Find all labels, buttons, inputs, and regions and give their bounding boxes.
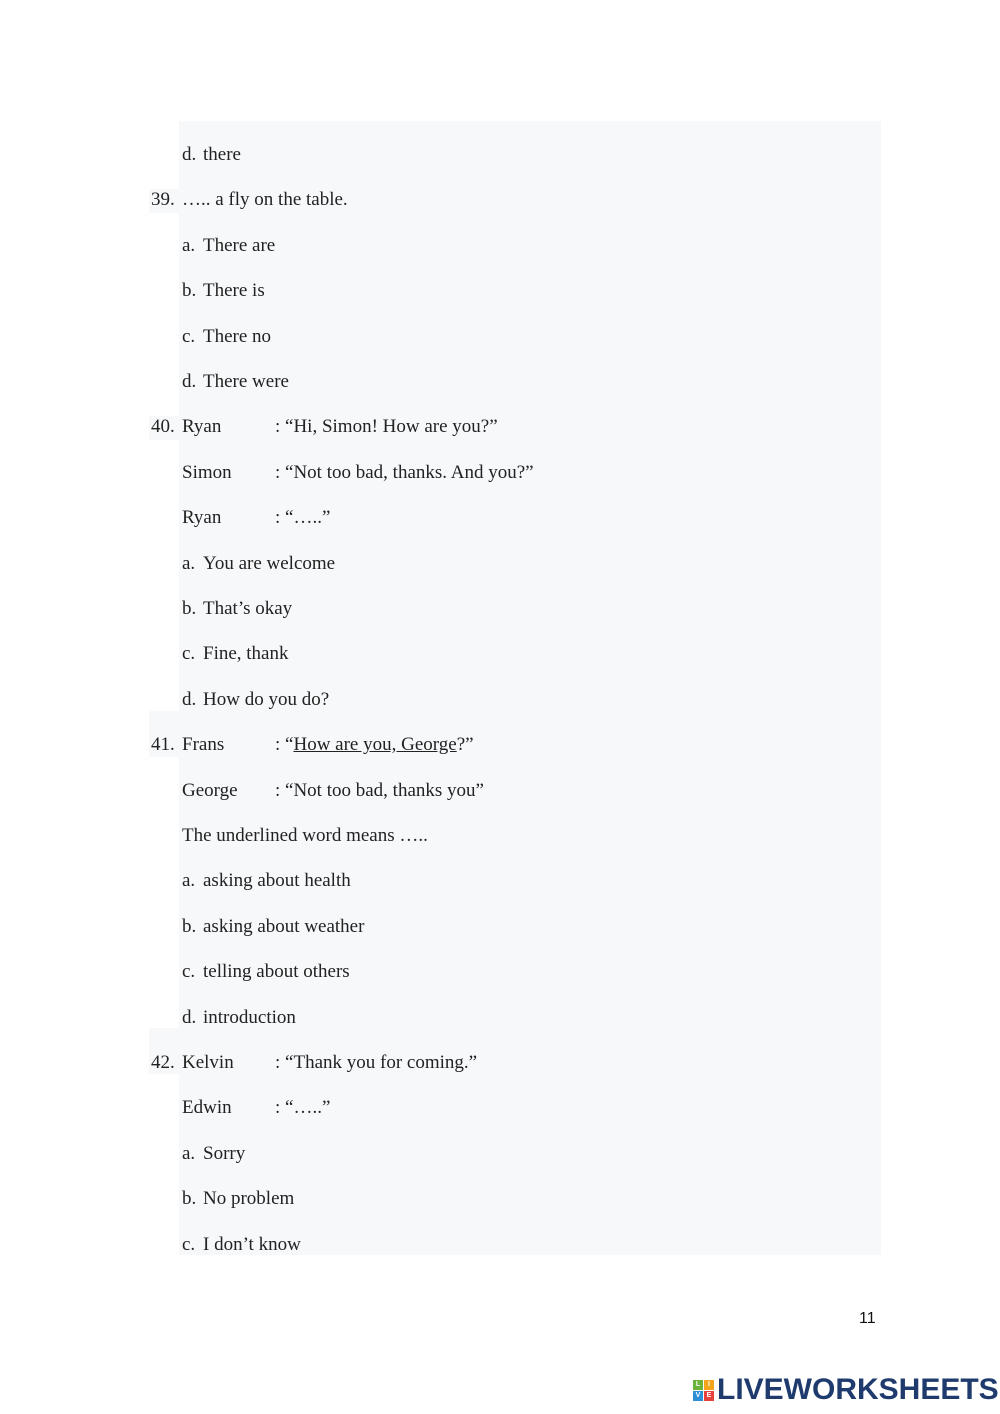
option-letter: a. bbox=[182, 235, 196, 256]
option-text: There no bbox=[203, 326, 272, 347]
option-letter: b. bbox=[182, 598, 197, 619]
dialogue-speaker: Frans bbox=[182, 734, 225, 755]
option-letter: d. bbox=[182, 689, 197, 710]
option-text: How do you do? bbox=[203, 689, 330, 710]
liveworksheets-logo bbox=[693, 1372, 999, 1408]
question-text: The underlined word means ….. bbox=[182, 825, 428, 846]
dialogue-line: : “…..” bbox=[275, 1097, 331, 1118]
dialogue-line: : “…..” bbox=[275, 507, 331, 528]
logo-squares-icon bbox=[693, 1380, 714, 1401]
option-letter: c. bbox=[182, 1234, 196, 1255]
option-text: There is bbox=[203, 280, 265, 301]
option-letter: a. bbox=[182, 553, 196, 574]
option-text: introduction bbox=[203, 1007, 296, 1028]
option-letter: d. bbox=[182, 144, 197, 165]
dialogue-text: : “ bbox=[275, 734, 294, 755]
option-text: asking about weather bbox=[203, 916, 365, 937]
option-text: telling about others bbox=[203, 961, 350, 982]
option-letter: c. bbox=[182, 326, 196, 347]
logo-square: L bbox=[693, 1380, 703, 1390]
option-text: Sorry bbox=[203, 1143, 246, 1164]
option-text: You are welcome bbox=[203, 553, 336, 574]
option-letter: d. bbox=[182, 371, 197, 392]
dialogue-text: ?” bbox=[456, 734, 474, 755]
option-text: there bbox=[203, 144, 241, 165]
dialogue-speaker: Ryan bbox=[182, 507, 222, 528]
option-letter: b. bbox=[182, 1188, 197, 1209]
dialogue-line: : “Hi, Simon! How are you?” bbox=[275, 416, 498, 437]
dialogue-speaker: Ryan bbox=[182, 416, 222, 437]
question-number: 40. bbox=[151, 416, 175, 437]
dialogue-line: : “Thank you for coming.” bbox=[275, 1052, 478, 1073]
option-text: That’s okay bbox=[203, 598, 293, 619]
option-letter: b. bbox=[182, 280, 197, 301]
underlined-phrase: How are you, George bbox=[293, 734, 457, 755]
option-letter: d. bbox=[182, 1007, 197, 1028]
question-number: 41. bbox=[151, 734, 175, 755]
logo-square: E bbox=[704, 1391, 714, 1401]
dialogue-line: : “Not too bad, thanks. And you?” bbox=[275, 462, 534, 483]
option-text: I don’t know bbox=[203, 1234, 301, 1255]
option-letter: a. bbox=[182, 870, 196, 891]
page-number: 11 bbox=[859, 1310, 876, 1327]
option-letter: c. bbox=[182, 643, 196, 664]
question-text: ….. a fly on the table. bbox=[182, 189, 348, 210]
option-text: No problem bbox=[203, 1188, 295, 1209]
dialogue-speaker: Kelvin bbox=[182, 1052, 234, 1073]
option-letter: c. bbox=[182, 961, 196, 982]
option-text: Fine, thank bbox=[203, 643, 289, 664]
dialogue-speaker: Edwin bbox=[182, 1097, 232, 1118]
option-letter: b. bbox=[182, 916, 197, 937]
option-letter: a. bbox=[182, 1143, 196, 1164]
logo-square: I bbox=[704, 1380, 714, 1390]
dialogue-line: : “Not too bad, thanks you” bbox=[275, 780, 484, 801]
option-text: There were bbox=[203, 371, 289, 392]
dialogue-speaker: Simon bbox=[182, 462, 232, 483]
option-text: There are bbox=[203, 235, 276, 256]
logo-square: V bbox=[693, 1391, 703, 1401]
option-text: asking about health bbox=[203, 870, 351, 891]
question-number: 39. bbox=[151, 189, 175, 210]
dialogue-line bbox=[275, 733, 474, 757]
question-number: 42. bbox=[151, 1052, 175, 1073]
logo-text: LIVEWORKSHEETS bbox=[717, 1373, 999, 1406]
dialogue-speaker: George bbox=[182, 780, 238, 801]
